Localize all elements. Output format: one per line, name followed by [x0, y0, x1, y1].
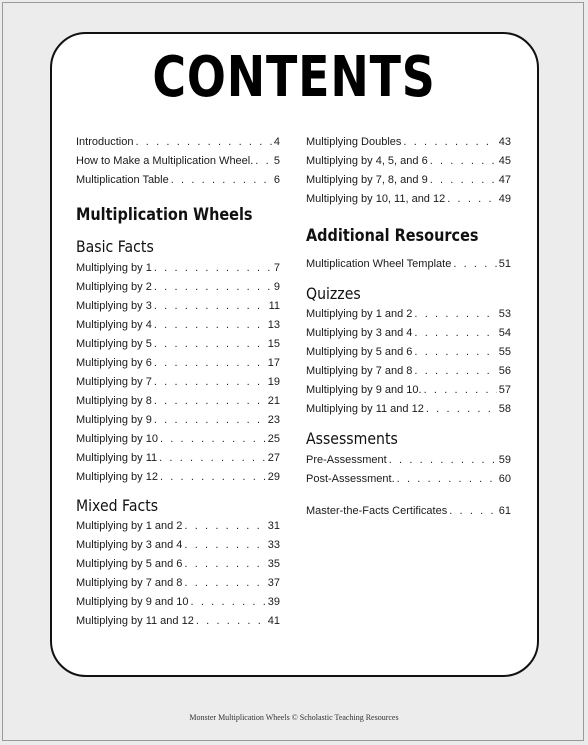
- toc-entry-label: Pre-Assessment: [306, 454, 387, 466]
- toc-entry-page: 37: [267, 577, 280, 589]
- toc-entry: [306, 193, 511, 207]
- toc-entry-label: Multiplying by 2: [76, 281, 152, 293]
- toc-entry: [306, 155, 511, 169]
- toc-entry-page: 49: [498, 193, 511, 205]
- dot-leader: [414, 365, 496, 377]
- toc-entry-label: Multiplying by 3 and 4: [76, 539, 183, 551]
- toc-entry: [76, 357, 280, 371]
- toc-entry: [76, 414, 280, 428]
- toc-entry: [306, 174, 511, 188]
- dot-leader: [191, 596, 266, 608]
- toc-entry-page: 53: [498, 308, 511, 320]
- dot-leader: [403, 136, 496, 148]
- toc-entry-page: 31: [267, 520, 280, 532]
- toc-entry-label: Master-the-Facts Certificates: [306, 505, 448, 517]
- toc-entry-label: Multiplying by 7, 8, and 9: [306, 174, 428, 186]
- toc-entry: [76, 596, 280, 610]
- dot-leader: [154, 319, 266, 331]
- dot-leader: [447, 193, 497, 205]
- toc-entry-label: Multiplying by 5 and 6: [76, 558, 183, 570]
- toc-entry-page: 55: [498, 346, 511, 358]
- toc-entry-page: 17: [267, 357, 280, 369]
- toc-entry-label: Multiplying by 9 and 10: [76, 596, 189, 608]
- toc-entry-page: 61: [498, 505, 511, 517]
- toc-entry: [76, 262, 280, 276]
- toc-entry-label: Multiplying by 1 and 2: [76, 520, 183, 532]
- toc-entry-page: 51: [498, 258, 511, 270]
- toc-entry-page: 35: [267, 558, 280, 570]
- toc-entry: [76, 558, 280, 572]
- dot-leader: [171, 174, 272, 186]
- dot-leader: [154, 300, 267, 312]
- toc-entry-page: 41: [267, 615, 280, 627]
- toc-entry: [76, 376, 280, 390]
- toc-entry-page: 11: [268, 300, 280, 312]
- dot-leader: [430, 155, 497, 167]
- toc-entry-label: Multiplying by 10: [76, 433, 158, 445]
- page-title: CONTENTS: [152, 45, 436, 110]
- toc-entry-label: Multiplying by 11 and 12: [306, 403, 424, 415]
- toc-entry-label: Multiplying by 9: [76, 414, 152, 426]
- dot-leader: [184, 577, 265, 589]
- toc-entry-page: 25: [267, 433, 280, 445]
- toc-entry: [76, 300, 280, 314]
- dot-leader: [160, 471, 266, 483]
- toc-entry: [306, 136, 511, 150]
- toc-entry-page: 13: [267, 319, 280, 331]
- toc-entry: [306, 365, 511, 379]
- toc-entry-page: 58: [498, 403, 511, 415]
- toc-entry-label: Multiplying by 8: [76, 395, 152, 407]
- toc-entry: [76, 155, 280, 169]
- toc-entry-label: Multiplying by 10, 11, and 12: [306, 193, 446, 205]
- subsection-heading-mixed-facts: Mixed Facts: [76, 496, 159, 515]
- toc-entry-label: Multiplication Table: [76, 174, 169, 186]
- toc-entry-label: Multiplication Wheel Template: [306, 258, 452, 270]
- toc-entry-page: 27: [267, 452, 280, 464]
- dot-leader: [255, 155, 272, 167]
- toc-entry-label: Multiplying by 3 and 4: [306, 327, 413, 339]
- toc-entry-page: 9: [273, 281, 280, 293]
- toc-entry-label: Multiplying by 11 and 12: [76, 615, 194, 627]
- toc-entry-label: Multiplying by 7 and 8: [76, 577, 183, 589]
- toc-entry-label: Multiplying by 3: [76, 300, 152, 312]
- toc-entry-page: 47: [498, 174, 511, 186]
- toc-entry: [306, 454, 511, 468]
- toc-entry: [76, 452, 280, 466]
- toc-entry-page: 56: [498, 365, 511, 377]
- section-heading-additional-resources: Additional Resources: [306, 226, 479, 246]
- toc-entry: [76, 319, 280, 333]
- toc-entry-label: Multiplying by 12: [76, 471, 158, 483]
- dot-leader: [414, 346, 496, 358]
- toc-entry-page: 6: [273, 174, 280, 186]
- toc-entry-page: 7: [273, 262, 280, 274]
- toc-entry-label: How to Make a Multiplication Wheel.: [76, 155, 254, 167]
- toc-entry: [306, 384, 511, 398]
- toc-entry-page: 39: [267, 596, 280, 608]
- dot-leader: [154, 395, 266, 407]
- toc-entry: [76, 395, 280, 409]
- dot-leader: [154, 376, 266, 388]
- toc-entry-label: Multiplying by 1: [76, 262, 152, 274]
- toc-entry: [76, 615, 280, 629]
- toc-entry-page: 15: [267, 338, 280, 350]
- dot-leader: [154, 357, 266, 369]
- toc-entry: [306, 473, 511, 487]
- toc-entry-label: Introduction: [76, 136, 134, 148]
- toc-entry: [306, 505, 511, 519]
- dot-leader: [426, 403, 497, 415]
- toc-entry: [306, 308, 511, 322]
- dot-leader: [184, 539, 265, 551]
- toc-entry-page: 57: [498, 384, 511, 396]
- dot-leader: [154, 338, 266, 350]
- section-heading-multiplication-wheels: Multiplication Wheels: [76, 205, 253, 225]
- dot-leader: [154, 262, 272, 274]
- toc-entry: [76, 281, 280, 295]
- toc-entry: [306, 346, 511, 360]
- toc-entry: [76, 433, 280, 447]
- toc-entry-page: 33: [267, 539, 280, 551]
- dot-leader: [196, 615, 266, 627]
- toc-entry-label: Multiplying by 6: [76, 357, 152, 369]
- footer-credit: Monster Multiplication Wheels © Scholastic Teaching Resources: [189, 713, 399, 722]
- dot-leader: [449, 505, 497, 517]
- toc-entry: [306, 258, 511, 272]
- toc-entry-page: 19: [267, 376, 280, 388]
- subsection-heading-quizzes: Quizzes: [306, 284, 361, 303]
- toc-entry-label: Multiplying by 4: [76, 319, 152, 331]
- toc-entry-page: 4: [273, 136, 280, 148]
- toc-entry-page: 29: [267, 471, 280, 483]
- toc-entry: [76, 577, 280, 591]
- toc-entry: [76, 539, 280, 553]
- toc-entry-label: Multiplying by 9 and 10.: [306, 384, 422, 396]
- dot-leader: [397, 473, 497, 485]
- toc-entry-label: Multiplying by 7: [76, 376, 152, 388]
- dot-leader: [414, 308, 496, 320]
- dot-leader: [154, 281, 272, 293]
- dot-leader: [160, 433, 266, 445]
- subsection-heading-basic-facts: Basic Facts: [76, 237, 154, 256]
- toc-entry-label: Multiplying Doubles: [306, 136, 402, 148]
- toc-entry: [76, 338, 280, 352]
- toc-entry-page: 54: [498, 327, 511, 339]
- toc-entry: [76, 136, 280, 150]
- toc-entry: [76, 520, 280, 534]
- subsection-heading-assessments: Assessments: [306, 429, 398, 448]
- dot-leader: [184, 558, 265, 570]
- toc-entry-page: 45: [498, 155, 511, 167]
- dot-leader: [159, 452, 266, 464]
- toc-entry-label: Multiplying by 5 and 6: [306, 346, 413, 358]
- toc-entry: [76, 471, 280, 485]
- toc-entry-page: 23: [267, 414, 280, 426]
- toc-entry-label: Multiplying by 4, 5, and 6: [306, 155, 428, 167]
- toc-entry: [306, 403, 511, 417]
- toc-entry-label: Multiplying by 7 and 8: [306, 365, 413, 377]
- dot-leader: [154, 414, 266, 426]
- toc-entry-page: 60: [498, 473, 511, 485]
- toc-entry-label: Multiplying by 11: [76, 452, 158, 464]
- dot-leader: [424, 384, 497, 396]
- toc-entry-page: 59: [498, 454, 511, 466]
- toc-entry: [76, 174, 280, 188]
- toc-entry-label: Multiplying by 1 and 2: [306, 308, 413, 320]
- toc-entry: [306, 327, 511, 341]
- dot-leader: [414, 327, 496, 339]
- dot-leader: [430, 174, 497, 186]
- dot-leader: [184, 520, 265, 532]
- toc-entry-page: 43: [498, 136, 511, 148]
- dot-leader: [453, 258, 496, 270]
- toc-entry-label: Post-Assessment.: [306, 473, 395, 485]
- toc-entry-page: 5: [273, 155, 280, 167]
- toc-entry-label: Multiplying by 5: [76, 338, 152, 350]
- toc-entry-page: 21: [267, 395, 280, 407]
- dot-leader: [135, 136, 271, 148]
- dot-leader: [389, 454, 497, 466]
